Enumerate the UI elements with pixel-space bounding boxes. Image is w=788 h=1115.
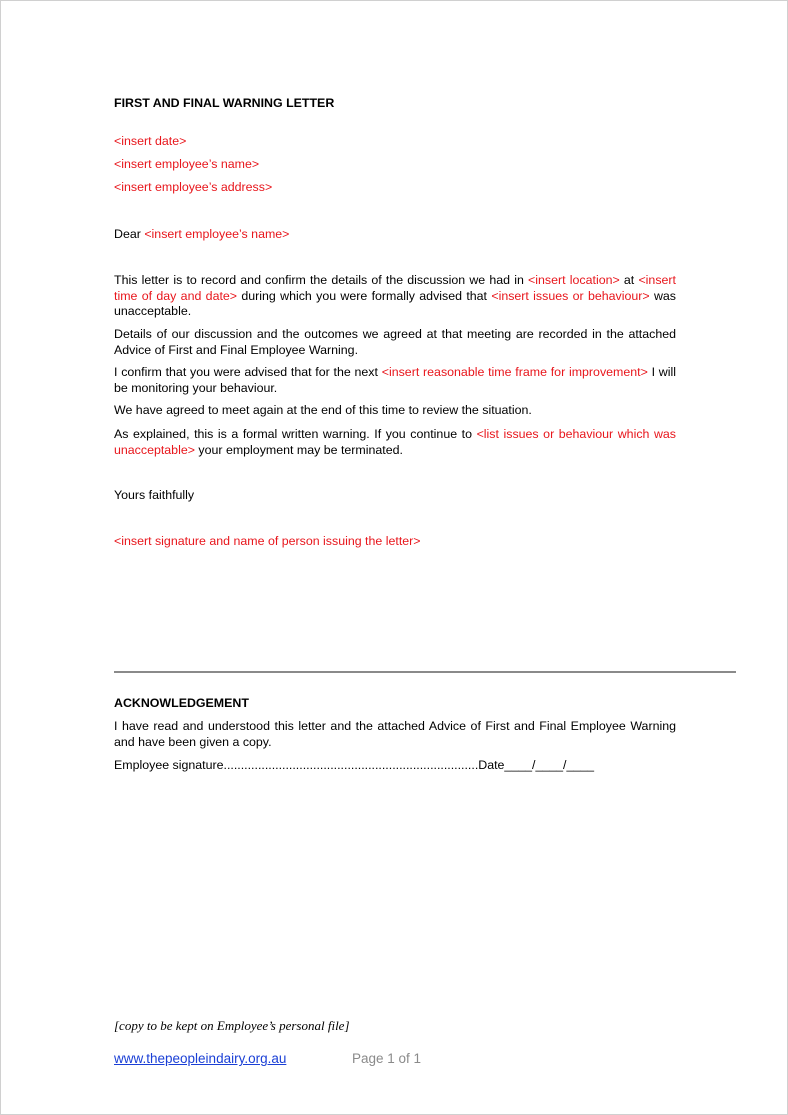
paragraph-monitoring: [114, 365, 676, 396]
acknowledgement-title: ACKNOWLEDGEMENT: [114, 696, 249, 710]
p1-text-1: This letter is to record and confirm the details of the discussion we had in: [114, 273, 524, 287]
website-link[interactable]: www.thepeopleindairy.org.au: [114, 1051, 287, 1066]
paragraph-warning: [114, 427, 676, 458]
paragraph-discussion: [114, 273, 676, 320]
p1-text-2: at: [623, 273, 635, 287]
p5-text-2: your employment may be terminated.: [198, 442, 403, 457]
salutation: [114, 227, 289, 241]
p5-text-1: As explained, this is a formal written warning. If you continue to: [114, 427, 472, 441]
page-number: Page 1 of 1: [352, 1051, 422, 1066]
letter-title: FIRST AND FINAL WARNING LETTER: [114, 96, 335, 110]
section-divider: [114, 671, 736, 673]
acknowledgement-text: I have read and understood this letter and the attached Advice of First and Final Employee Warning and have been given a copy.: [114, 719, 676, 749]
issues-placeholder: <insert issues or behaviour>: [491, 288, 650, 303]
salutation-text: Dear: [114, 227, 141, 241]
employee-address-placeholder: <insert employee’s address>: [114, 180, 273, 194]
p1-text-3: during which you were formally advised that: [241, 288, 487, 303]
location-placeholder: <insert location>: [528, 273, 620, 287]
date-placeholder: <insert date>: [114, 134, 187, 148]
p3-text-1: I confirm that you were advised that for the next: [114, 365, 378, 379]
time-date-placeholder: <insert time of day and date>: [114, 273, 676, 303]
employee-signature-line: Employee signature..........................................................................Date____/____/____: [114, 758, 595, 772]
closing: Yours faithfully: [114, 488, 195, 502]
employee-name-placeholder: <insert employee’s name>: [114, 157, 260, 171]
timeframe-placeholder: <insert reasonable time frame for improvement>: [381, 365, 648, 379]
paragraph-outcomes: Details of our discussion and the outcomes we agreed at that meeting are recorded in the attached Advice of First and Final Employee Warning.: [114, 327, 676, 357]
salutation-name-placeholder: <insert employee’s name>: [144, 227, 290, 241]
file-copy-note: [copy to be kept on Employee’s personal file]: [114, 1018, 350, 1033]
p3-text-2: I will be monitoring your behaviour.: [114, 365, 677, 395]
behaviour-placeholder: <list issues or behaviour which was unacceptable>: [114, 427, 676, 457]
p1-text-4: was unacceptable.: [114, 288, 676, 318]
signature-placeholder: <insert signature and name of person issuing the letter>: [114, 534, 421, 548]
paragraph-meeting: We have agreed to meet again at the end of this time to review the situation.: [114, 403, 532, 417]
